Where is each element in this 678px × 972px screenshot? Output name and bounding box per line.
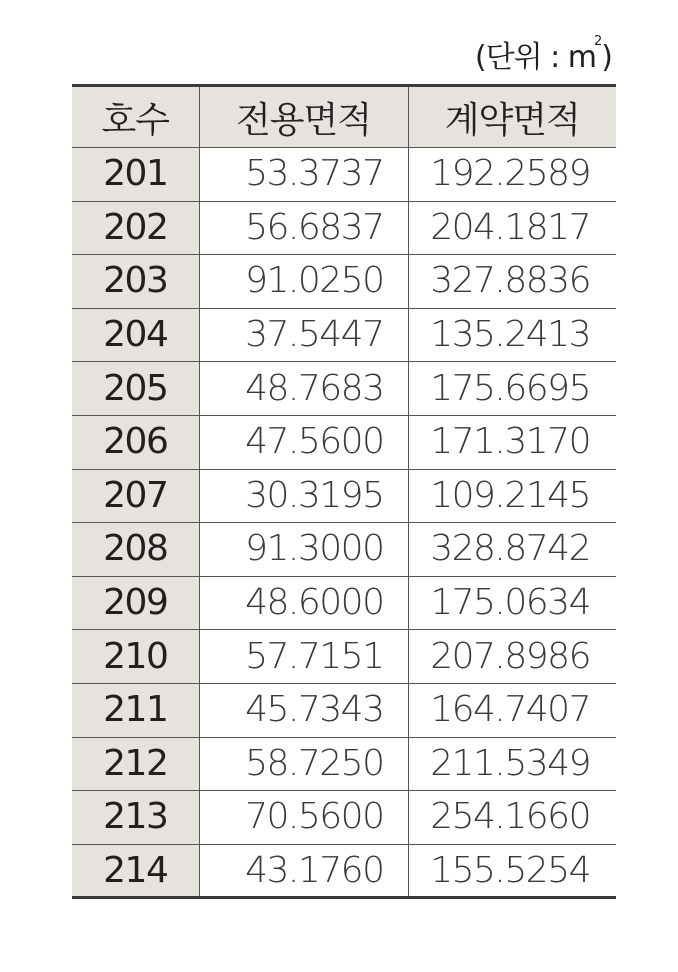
table-row	[72, 630, 616, 684]
contract-area-cell: 207.8986	[408, 630, 616, 684]
table-row	[72, 362, 616, 416]
exclusive-area-cell: 58.7250	[199, 737, 408, 791]
exclusive-area-cell: 48.7683	[199, 362, 408, 416]
table-row	[72, 255, 616, 309]
unit-number-cell: 208	[72, 523, 199, 577]
exclusive-area-cell: 70.5600	[199, 791, 408, 845]
exclusive-area-cell: 30.3195	[199, 469, 408, 523]
unit-label	[475, 32, 612, 76]
contract-area-cell: 204.1817	[408, 201, 616, 255]
table-row	[72, 791, 616, 845]
unit-number-cell: 214	[72, 844, 199, 898]
table-row	[72, 308, 616, 362]
table-row	[72, 576, 616, 630]
unit-number-cell: 212	[72, 737, 199, 791]
contract-area-cell: 135.2413	[408, 308, 616, 362]
contract-area-cell: 327.8836	[408, 255, 616, 309]
unit-number-cell: 207	[72, 469, 199, 523]
exclusive-area-cell: 91.3000	[199, 523, 408, 577]
unit-number-cell: 203	[72, 255, 199, 309]
unit-superscript: 2	[594, 34, 602, 49]
contract-area-cell: 109.2145	[408, 469, 616, 523]
contract-area-cell: 192.2589	[408, 148, 616, 202]
unit-number-cell: 210	[72, 630, 199, 684]
unit-number-cell: 205	[72, 362, 199, 416]
area-table	[72, 84, 616, 899]
exclusive-area-cell: 47.5600	[199, 415, 408, 469]
unit-number-cell: 213	[72, 791, 199, 845]
unit-number-cell: 201	[72, 148, 199, 202]
exclusive-area-cell: 45.7343	[199, 683, 408, 737]
exclusive-area-cell: 57.7151	[199, 630, 408, 684]
table-row	[72, 683, 616, 737]
table-row	[72, 523, 616, 577]
unit-number-cell: 206	[72, 415, 199, 469]
exclusive-area-cell: 43.1760	[199, 844, 408, 898]
header-unit-number: 호수	[72, 86, 199, 148]
unit-number-cell: 211	[72, 683, 199, 737]
unit-number-cell: 202	[72, 201, 199, 255]
table-row	[72, 201, 616, 255]
table-row	[72, 415, 616, 469]
contract-area-cell: 155.5254	[408, 844, 616, 898]
table-row	[72, 737, 616, 791]
table-header-row	[72, 86, 616, 148]
exclusive-area-cell: 53.3737	[199, 148, 408, 202]
contract-area-cell: 328.8742	[408, 523, 616, 577]
unit-text: (단위 : m	[474, 40, 596, 75]
table-row	[72, 148, 616, 202]
contract-area-cell: 164.7407	[408, 683, 616, 737]
contract-area-cell: 254.1660	[408, 791, 616, 845]
contract-area-cell: 211.5349	[408, 737, 616, 791]
table-row	[72, 469, 616, 523]
exclusive-area-cell: 48.6000	[199, 576, 408, 630]
unit-number-cell: 204	[72, 308, 199, 362]
header-exclusive-area: 전용면적	[199, 86, 408, 148]
contract-area-cell: 171.3170	[408, 415, 616, 469]
contract-area-cell: 175.0634	[408, 576, 616, 630]
exclusive-area-cell: 91.0250	[199, 255, 408, 309]
exclusive-area-cell: 37.5447	[199, 308, 408, 362]
table-row	[72, 844, 616, 898]
unit-number-cell: 209	[72, 576, 199, 630]
header-contract-area: 계약면적	[408, 86, 616, 148]
unit-close: )	[601, 40, 612, 75]
exclusive-area-cell: 56.6837	[199, 201, 408, 255]
contract-area-cell: 175.6695	[408, 362, 616, 416]
